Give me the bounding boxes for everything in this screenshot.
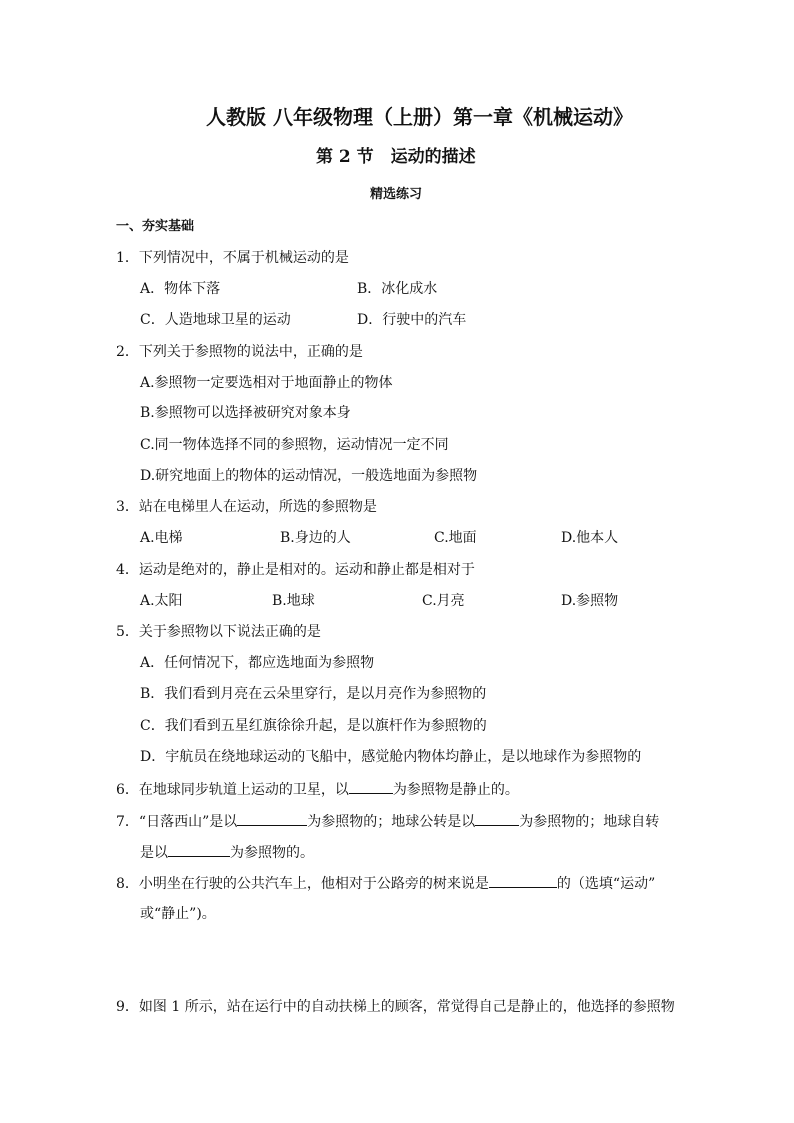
question-8-text-2: 的（选填“运动”	[556, 876, 656, 892]
question-7-text-3: 为参照物的；地球自转	[519, 814, 660, 830]
question-6	[116, 779, 519, 799]
question-5-stem: 5．关于参照物以下说法正确的是	[116, 624, 321, 640]
question-4-option-c: C.月亮	[422, 593, 465, 609]
question-7-line-1	[116, 811, 659, 831]
answer-blank[interactable]	[168, 842, 230, 857]
exercise-subheading: 精选练习	[370, 187, 423, 202]
question-4-option-d: D.参照物	[561, 593, 619, 609]
question-2-option-c: C.同一物体选择不同的参照物，运动情况一定不同	[140, 437, 449, 453]
question-3-option-d: D.他本人	[561, 530, 619, 546]
question-7-text-4: 是以	[140, 845, 168, 861]
question-5-option-c: C．我们看到五星红旗徐徐升起，是以旗杆作为参照物的	[140, 718, 487, 734]
question-5-option-d: D．宇航员在绕地球运动的飞船中，感觉舱内物体均静止，是以地球作为参照物的	[140, 749, 642, 765]
question-8-text-1: 8．小明坐在行驶的公共汽车上，他相对于公路旁的树来说是	[116, 876, 489, 892]
question-2-option-b: B.参照物可以选择被研究对象本身	[140, 405, 351, 421]
answer-blank[interactable]	[237, 811, 307, 826]
question-6-text-2: 为参照物是静止的。	[392, 782, 519, 798]
question-3-option-c: C.地面	[434, 530, 477, 546]
question-7-text-1: 7．“日落西山”是以	[116, 814, 238, 830]
question-7-line-2	[140, 842, 314, 862]
question-5-option-b: B．我们看到月亮在云朵里穿行，是以月亮作为参照物的	[140, 686, 487, 702]
question-2-option-d: D.研究地面上的物体的运动情况，一般选地面为参照物	[140, 468, 478, 484]
question-1-option-b: B．冰化成水	[357, 281, 438, 297]
question-4-stem: 4．运动是绝对的，静止是相对的。运动和静止都是相对于	[116, 562, 475, 578]
question-3-stem: 3．站在电梯里人在运动，所选的参照物是	[116, 499, 377, 515]
question-7-text-5: 为参照物的。	[230, 845, 314, 861]
answer-blank[interactable]	[475, 811, 519, 826]
part-label: 一、夯实基础	[116, 219, 195, 234]
question-9-stem: 9．如图 1 所示，站在运行中的自动扶梯上的顾客，常觉得自己是静止的，他选择的参照物	[116, 999, 675, 1015]
question-4-option-b: B.地球	[272, 593, 315, 609]
answer-blank[interactable]	[349, 779, 393, 794]
answer-blank[interactable]	[489, 873, 557, 888]
question-4-option-a: A.太阳	[140, 593, 183, 609]
question-8-line-2: 或“静止”)。	[140, 906, 216, 922]
question-2-stem: 2．下列关于参照物的说法中，正确的是	[116, 344, 363, 360]
question-2-option-a: A.参照物一定要选相对于地面静止的物体	[140, 375, 393, 391]
section-heading: 第 2 节 运动的描述	[316, 147, 476, 167]
question-1-stem: 1．下列情况中，不属于机械运动的是	[116, 250, 349, 266]
question-6-text-1: 6．在地球同步轨道上运动的卫星，以	[116, 782, 349, 798]
question-1-option-d: D．行驶中的汽车	[357, 312, 467, 328]
question-3-option-a: A.电梯	[140, 530, 183, 546]
document-title: 人教版 八年级物理（上册）第一章《机械运动》	[206, 105, 633, 129]
question-3-option-b: B.身边的人	[280, 530, 351, 546]
question-1-option-c: C．人造地球卫星的运动	[140, 312, 291, 328]
question-7-text-2: 为参照物的；地球公转是以	[307, 814, 476, 830]
question-1-option-a: A．物体下落	[140, 281, 221, 297]
question-5-option-a: A．任何情况下，都应选地面为参照物	[140, 655, 375, 671]
question-8-line-1	[116, 873, 655, 893]
